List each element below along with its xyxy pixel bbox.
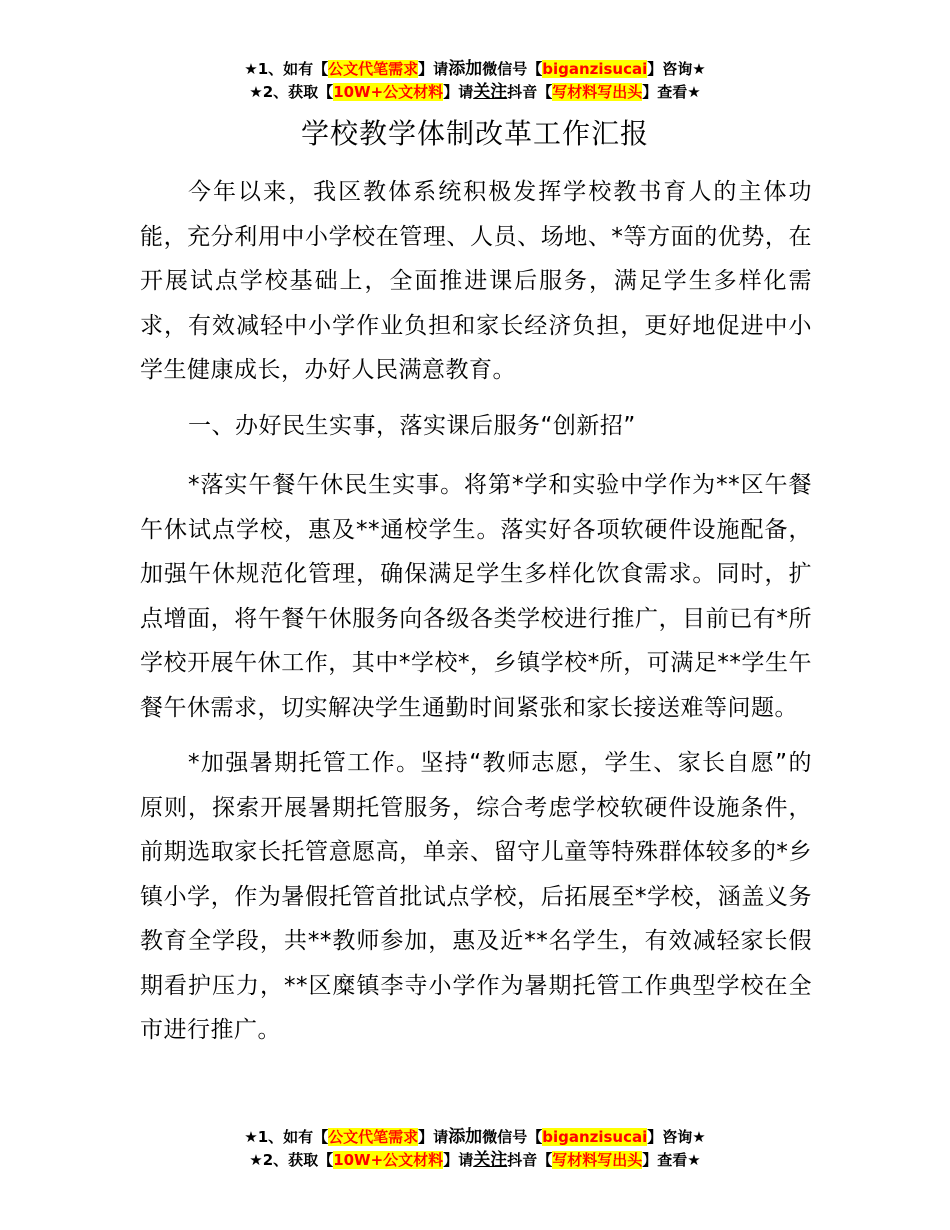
banner-text: 】请 xyxy=(443,83,474,101)
banner-text: ★1、如有【 xyxy=(244,1128,329,1146)
document-body xyxy=(140,170,812,1064)
banner-highlight: 写材料写出头 xyxy=(552,83,643,101)
section-heading: 一、办好民生实事，落实课后服务“创新招” xyxy=(188,412,636,439)
banner-line-1 xyxy=(0,58,950,81)
banner-highlight: biganzisucai xyxy=(542,60,648,78)
banner-line-2 xyxy=(0,1149,950,1172)
banner-text: ★2、获取【 xyxy=(249,1151,334,1169)
paragraph-intro: 今年以来，我区教体系统积极发挥学校教书育人的主体功能，充分利用中小学校在管理、人员、场地、*等方面的优势，在开展试点学校基础上，全面推进课后服务，满足学生多样化需求，有效减轻中小学作业负担和家长经济负担，更好地促进中小学生健康成长，办好人民满意教育。 xyxy=(140,179,812,383)
banner-text: ★1、如有【 xyxy=(244,60,329,78)
banner-highlight: 写材料写出头 xyxy=(552,1151,643,1169)
banner-highlight: 公文代笔需求 xyxy=(328,1128,419,1146)
banner-highlight: 公文代笔需求 xyxy=(328,60,419,78)
banner-text: 】请 xyxy=(443,1151,474,1169)
footer-banner xyxy=(0,1126,950,1172)
document-title: 学校教学体制改革工作汇报 xyxy=(300,117,649,150)
banner-emphasis: 关注 xyxy=(473,82,508,102)
banner-text: 】咨询★ xyxy=(647,60,706,78)
banner-text: 】查看★ xyxy=(642,1151,701,1169)
banner-emphasis: 添加 xyxy=(448,59,483,79)
banner-line-1 xyxy=(0,1126,950,1149)
banner-highlight: 10W+公文材料 xyxy=(333,1151,444,1169)
banner-text: 】咨询★ xyxy=(647,1128,706,1146)
banner-text: 微信号【 xyxy=(482,1128,543,1146)
banner-emphasis: 关注 xyxy=(473,1150,508,1170)
paragraph-summer-care: *加强暑期托管工作。坚持“教师志愿，学生、家长自愿”的原则，探索开展暑期托管服务，综合考虑学校软硬件设施条件，前期选取家长托管意愿高，单亲、留守儿童等特殊群体较多的*乡镇小学，作为暑假托管首批试点学校，后拓展至*学校，涵盖义务教育全学段，共**教师参加，惠及近**名学生，有效减轻家长假期看护压力，**区糜镇李寺小学作为暑期托管工作典型学校在全市进行推广。 xyxy=(140,750,812,1043)
banner-highlight: biganzisucai xyxy=(542,1128,648,1146)
banner-text: 抖音【 xyxy=(507,1151,553,1169)
banner-line-2 xyxy=(0,81,950,104)
banner-highlight: 10W+公文材料 xyxy=(333,83,444,101)
banner-text: 】请 xyxy=(418,60,449,78)
banner-text: ★2、获取【 xyxy=(249,83,334,101)
banner-emphasis: 添加 xyxy=(448,1127,483,1147)
header-banner xyxy=(0,58,950,104)
banner-text: 微信号【 xyxy=(482,60,543,78)
banner-text: 】查看★ xyxy=(642,83,701,101)
banner-text: 】请 xyxy=(418,1128,449,1146)
paragraph-lunch-rest: *落实午餐午休民生实事。将第*学和实验中学作为**区午餐午休试点学校，惠及**通校学生。落实好各项软硬件设施配备，加强午休规范化管理，确保满足学生多样化饮食需求。同时，扩点增面，将午餐午休服务向各级各类学校进行推广，目前已有*所学校开展午休工作，其中*学校*，乡镇学校*所，可满足**学生午餐午休需求，切实解决学生通勤时间紧张和家长接送难等问题。 xyxy=(140,472,812,721)
banner-text: 抖音【 xyxy=(507,83,553,101)
